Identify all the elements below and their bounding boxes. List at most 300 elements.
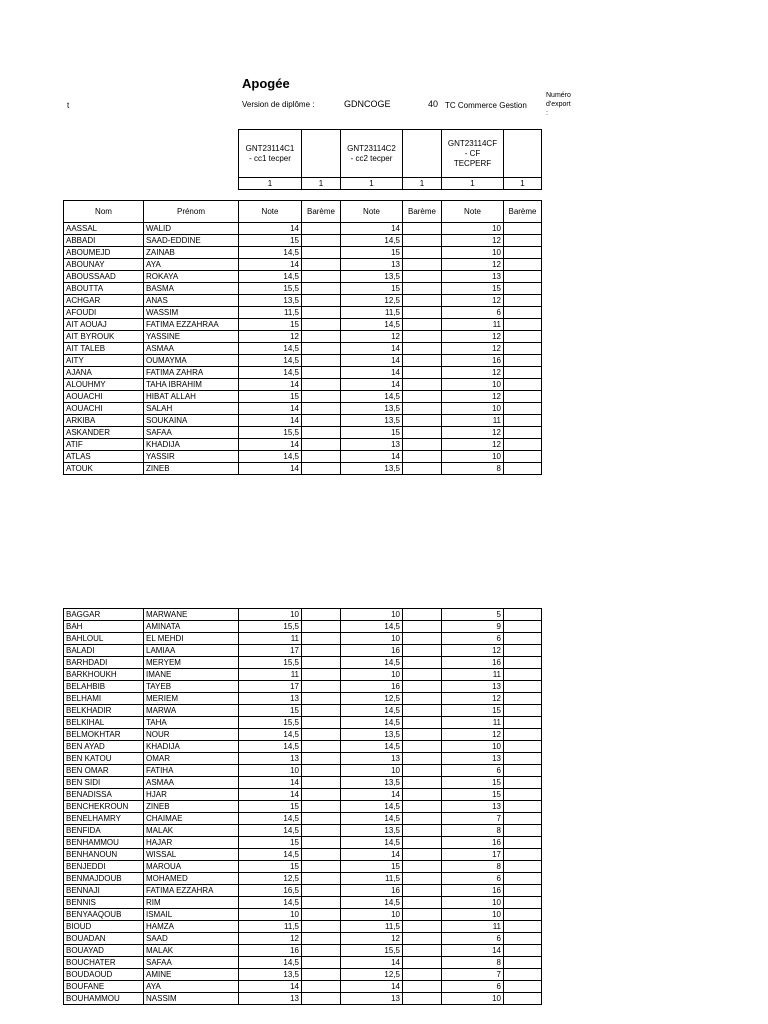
note-cc1-cell: 15,5: [239, 283, 302, 295]
first-name-cell: ISMAIL: [144, 909, 239, 921]
bareme-cf-cell: [504, 789, 542, 801]
note-cc2-cell: 10: [341, 909, 403, 921]
diploma-code: GDNCOGE: [344, 99, 391, 109]
note-cc1-cell: 14,5: [239, 729, 302, 741]
bareme-cf-cell: [504, 633, 542, 645]
bareme-cc1-cell: [302, 849, 341, 861]
note-cf-cell: 5: [442, 609, 504, 621]
bareme-cf-cell: [504, 969, 542, 981]
table-row: [64, 657, 542, 669]
bareme-cc2-cell: [403, 801, 442, 813]
last-name-cell: ATIF: [64, 439, 144, 451]
note-cf-cell: 13: [442, 753, 504, 765]
last-name-cell: ABOUSSAAD: [64, 271, 144, 283]
table-row: [64, 295, 542, 307]
bareme-cc1-cell: [302, 777, 341, 789]
table-row: [64, 753, 542, 765]
last-name-cell: ASKANDER: [64, 427, 144, 439]
note-cc2-cell: 14,5: [341, 837, 403, 849]
note-cc2-cell: 13,5: [341, 825, 403, 837]
table-row: [64, 681, 542, 693]
bareme-cf-cell: [504, 439, 542, 451]
first-name-cell: WALID: [144, 223, 239, 235]
note-cc1-cell: 14,5: [239, 813, 302, 825]
note-cc2-cell: 10: [341, 765, 403, 777]
bareme-cc1-cell: [302, 897, 341, 909]
table-row: [64, 885, 542, 897]
first-name-cell: TAHA: [144, 717, 239, 729]
bareme-cc2-cell: [403, 969, 442, 981]
bareme-cc1-cell: [302, 909, 341, 921]
note-cc2-cell: 14: [341, 849, 403, 861]
first-name-cell: MALAK: [144, 825, 239, 837]
note-cf-cell: 13: [442, 801, 504, 813]
note-cc2-cell: 14,5: [341, 391, 403, 403]
bareme-cf-cell: [504, 259, 542, 271]
table-row: [64, 439, 542, 451]
note-cf-cell: 10: [442, 741, 504, 753]
note-cc2-cell: 12: [341, 933, 403, 945]
table-row: [64, 307, 542, 319]
note-cf-cell: 12: [442, 693, 504, 705]
first-name-cell: OMAR: [144, 753, 239, 765]
note-cc1-cell: 15,5: [239, 427, 302, 439]
bareme-cc2-cell: [403, 765, 442, 777]
table-row: [64, 669, 542, 681]
bareme-cc1-cell: [302, 981, 341, 993]
col-bareme-cc2: Barème: [403, 201, 442, 223]
col-bareme-cc1: Barème: [302, 201, 341, 223]
bareme-cc2-cell: [403, 657, 442, 669]
first-name-cell: ANAS: [144, 295, 239, 307]
coefficient: 1: [504, 178, 542, 190]
note-cc2-cell: 12,5: [341, 693, 403, 705]
bareme-cc2-cell: [403, 693, 442, 705]
first-name-cell: SOUKAINA: [144, 415, 239, 427]
note-cc2-cell: 14: [341, 957, 403, 969]
note-cf-cell: 12: [442, 343, 504, 355]
last-name-cell: AIT AOUAJ: [64, 319, 144, 331]
bareme-cc1-cell: [302, 741, 341, 753]
table-row: [64, 403, 542, 415]
bareme-cc2-cell: [403, 777, 442, 789]
last-name-cell: ABBADI: [64, 235, 144, 247]
bareme-cc2-cell: [403, 247, 442, 259]
table-row: [64, 451, 542, 463]
bareme-cc1-cell: [302, 837, 341, 849]
bareme-cc2-cell: [403, 379, 442, 391]
bareme-cc1-cell: [302, 729, 341, 741]
bareme-cc2-cell: [403, 391, 442, 403]
last-name-cell: BAHLOUL: [64, 633, 144, 645]
bareme-cc2-cell: [403, 319, 442, 331]
column-header-row: [64, 201, 542, 223]
module-cf-bareme-cell: [504, 130, 542, 178]
table-row: [64, 223, 542, 235]
note-cc2-cell: 13,5: [341, 729, 403, 741]
bareme-cc2-cell: [403, 981, 442, 993]
bareme-cf-cell: [504, 825, 542, 837]
bareme-cc2-cell: [403, 729, 442, 741]
note-cc2-cell: 10: [341, 609, 403, 621]
note-cf-cell: 12: [442, 645, 504, 657]
note-cc1-cell: 14,5: [239, 849, 302, 861]
last-name-cell: ABOUMEJD: [64, 247, 144, 259]
note-cf-cell: 12: [442, 439, 504, 451]
document-title: Apogée: [242, 76, 290, 91]
bareme-cc1-cell: [302, 957, 341, 969]
note-cc2-cell: 13,5: [341, 271, 403, 283]
note-cc2-cell: 13,5: [341, 463, 403, 475]
bareme-cc2-cell: [403, 837, 442, 849]
note-cf-cell: 12: [442, 259, 504, 271]
note-cf-cell: 13: [442, 271, 504, 283]
note-cf-cell: 12: [442, 427, 504, 439]
note-cf-cell: 7: [442, 969, 504, 981]
bareme-cf-cell: [504, 705, 542, 717]
note-cf-cell: 16: [442, 355, 504, 367]
note-cc2-cell: 14: [341, 343, 403, 355]
col-prenom: Prénom: [144, 201, 239, 223]
bareme-cf-cell: [504, 861, 542, 873]
bareme-cf-cell: [504, 933, 542, 945]
bareme-cc1-cell: [302, 451, 341, 463]
bareme-cc1-cell: [302, 259, 341, 271]
first-name-cell: LAMIAA: [144, 645, 239, 657]
note-cc1-cell: 11,5: [239, 307, 302, 319]
note-cf-cell: 6: [442, 765, 504, 777]
table-row: [64, 909, 542, 921]
note-cc2-cell: 12,5: [341, 295, 403, 307]
bareme-cc2-cell: [403, 439, 442, 451]
note-cc1-cell: 12,5: [239, 873, 302, 885]
note-cc2-cell: 13,5: [341, 403, 403, 415]
note-cc2-cell: 15: [341, 427, 403, 439]
note-cc2-cell: 10: [341, 633, 403, 645]
note-cc2-cell: 12: [341, 331, 403, 343]
note-cc1-cell: 14,5: [239, 825, 302, 837]
note-cf-cell: 6: [442, 933, 504, 945]
table-row: [64, 801, 542, 813]
note-cc1-cell: 13: [239, 753, 302, 765]
note-cc1-cell: 14: [239, 777, 302, 789]
note-cf-cell: 16: [442, 837, 504, 849]
note-cf-cell: 17: [442, 849, 504, 861]
table-row: [64, 463, 542, 475]
table-row: [64, 343, 542, 355]
first-name-cell: MERIEM: [144, 693, 239, 705]
bareme-cc2-cell: [403, 235, 442, 247]
version-label: Version de diplôme :: [242, 100, 315, 109]
note-cc2-cell: 13,5: [341, 777, 403, 789]
first-name-cell: HAMZA: [144, 921, 239, 933]
note-cf-cell: 9: [442, 621, 504, 633]
note-cc1-cell: 14: [239, 439, 302, 451]
note-cc2-cell: 13: [341, 753, 403, 765]
note-cc2-cell: 12,5: [341, 969, 403, 981]
last-name-cell: BENELHAMRY: [64, 813, 144, 825]
first-name-cell: MAROUA: [144, 861, 239, 873]
bareme-cf-cell: [504, 897, 542, 909]
col-note-cc2: Note: [341, 201, 403, 223]
table-row: [64, 283, 542, 295]
note-cc2-cell: 14: [341, 981, 403, 993]
bareme-cf-cell: [504, 463, 542, 475]
bareme-cf-cell: [504, 657, 542, 669]
note-cc2-cell: 15,5: [341, 945, 403, 957]
note-cc1-cell: 14,5: [239, 957, 302, 969]
first-name-cell: SAFAA: [144, 957, 239, 969]
bareme-cc2-cell: [403, 283, 442, 295]
note-cf-cell: 6: [442, 873, 504, 885]
note-cc1-cell: 10: [239, 909, 302, 921]
note-cf-cell: 6: [442, 307, 504, 319]
last-name-cell: BEN AYAD: [64, 741, 144, 753]
bareme-cc2-cell: [403, 849, 442, 861]
note-cc1-cell: 10: [239, 609, 302, 621]
note-cf-cell: 16: [442, 885, 504, 897]
table-row: [64, 789, 542, 801]
bareme-cc2-cell: [403, 343, 442, 355]
first-name-cell: AYA: [144, 259, 239, 271]
note-cf-cell: 10: [442, 993, 504, 1005]
note-cf-cell: 8: [442, 463, 504, 475]
note-cc1-cell: 12: [239, 331, 302, 343]
bareme-cc2-cell: [403, 933, 442, 945]
last-name-cell: BENHANOUN: [64, 849, 144, 861]
note-cc1-cell: 11: [239, 633, 302, 645]
bareme-cf-cell: [504, 681, 542, 693]
last-name-cell: BOUHAMMOU: [64, 993, 144, 1005]
last-name-cell: BENJEDDI: [64, 861, 144, 873]
table-row: [64, 633, 542, 645]
table-row: [64, 355, 542, 367]
table-row: [64, 621, 542, 633]
bareme-cf-cell: [504, 343, 542, 355]
bareme-cc2-cell: [403, 259, 442, 271]
first-name-cell: SAFAA: [144, 427, 239, 439]
table-row: [64, 331, 542, 343]
first-name-cell: SALAH: [144, 403, 239, 415]
grades-table-a: [63, 200, 542, 475]
bareme-cc1-cell: [302, 463, 341, 475]
note-cc1-cell: 14: [239, 415, 302, 427]
bareme-cf-cell: [504, 801, 542, 813]
bareme-cf-cell: [504, 235, 542, 247]
bareme-cf-cell: [504, 837, 542, 849]
note-cc2-cell: 11,5: [341, 921, 403, 933]
table-row: [64, 741, 542, 753]
bareme-cc1-cell: [302, 933, 341, 945]
last-name-cell: BENCHEKROUN: [64, 801, 144, 813]
note-cc1-cell: 14,5: [239, 367, 302, 379]
note-cf-cell: 16: [442, 657, 504, 669]
bareme-cc1-cell: [302, 669, 341, 681]
bareme-cf-cell: [504, 645, 542, 657]
bareme-cf-cell: [504, 777, 542, 789]
first-name-cell: HJAR: [144, 789, 239, 801]
note-cc2-cell: 14: [341, 367, 403, 379]
table-row: [64, 391, 542, 403]
bareme-cf-cell: [504, 427, 542, 439]
bareme-cc1-cell: [302, 921, 341, 933]
first-name-cell: MARWANE: [144, 609, 239, 621]
table-row: [64, 367, 542, 379]
bareme-cf-cell: [504, 945, 542, 957]
note-cc1-cell: 13,5: [239, 969, 302, 981]
first-name-cell: ROKAYA: [144, 271, 239, 283]
bareme-cf-cell: [504, 981, 542, 993]
table-row: [64, 813, 542, 825]
first-name-cell: ZAINAB: [144, 247, 239, 259]
bareme-cc1-cell: [302, 343, 341, 355]
bareme-cf-cell: [504, 271, 542, 283]
bareme-cc2-cell: [403, 825, 442, 837]
note-cf-cell: 11: [442, 319, 504, 331]
note-cc2-cell: 14: [341, 789, 403, 801]
first-name-cell: AYA: [144, 981, 239, 993]
bareme-cc1-cell: [302, 633, 341, 645]
bareme-cc1-cell: [302, 621, 341, 633]
bareme-cc1-cell: [302, 789, 341, 801]
bareme-cc1-cell: [302, 355, 341, 367]
bareme-cc1-cell: [302, 717, 341, 729]
note-cc2-cell: 15: [341, 283, 403, 295]
bareme-cf-cell: [504, 403, 542, 415]
bareme-cc2-cell: [403, 295, 442, 307]
note-cf-cell: 10: [442, 909, 504, 921]
table-row: [64, 873, 542, 885]
bareme-cc2-cell: [403, 427, 442, 439]
col-note-cf: Note: [442, 201, 504, 223]
last-name-cell: AFOUDI: [64, 307, 144, 319]
last-name-cell: BENHAMMOU: [64, 837, 144, 849]
last-name-cell: AASSAL: [64, 223, 144, 235]
note-cc2-cell: 14,5: [341, 813, 403, 825]
bareme-cc2-cell: [403, 307, 442, 319]
note-cc2-cell: 14: [341, 355, 403, 367]
first-name-cell: MOHAMED: [144, 873, 239, 885]
first-name-cell: BASMA: [144, 283, 239, 295]
module-cf: GNT23114CF - CF TECPERF: [442, 130, 504, 178]
note-cc1-cell: 14: [239, 403, 302, 415]
bareme-cc2-cell: [403, 705, 442, 717]
note-cc2-cell: 13: [341, 993, 403, 1005]
first-name-cell: RIM: [144, 897, 239, 909]
last-name-cell: ACHGAR: [64, 295, 144, 307]
diploma-number: 40: [428, 99, 439, 109]
bareme-cc2-cell: [403, 331, 442, 343]
bareme-cc1-cell: [302, 801, 341, 813]
grades-body-a: [64, 201, 542, 475]
bareme-cc2-cell: [403, 367, 442, 379]
bareme-cc2-cell: [403, 463, 442, 475]
bareme-cf-cell: [504, 957, 542, 969]
bareme-cf-cell: [504, 223, 542, 235]
bareme-cc2-cell: [403, 741, 442, 753]
bareme-cf-cell: [504, 295, 542, 307]
table-row: [64, 825, 542, 837]
bareme-cc1-cell: [302, 439, 341, 451]
first-name-cell: SAAD-EDDINE: [144, 235, 239, 247]
first-name-cell: WASSIM: [144, 307, 239, 319]
note-cc2-cell: 10: [341, 669, 403, 681]
bareme-cc1-cell: [302, 319, 341, 331]
bareme-cc2-cell: [403, 633, 442, 645]
last-name-cell: BOUCHATER: [64, 957, 144, 969]
note-cc1-cell: 16: [239, 945, 302, 957]
table-row: [64, 717, 542, 729]
table-row: [64, 427, 542, 439]
note-cf-cell: 10: [442, 451, 504, 463]
note-cc2-cell: 14: [341, 451, 403, 463]
diploma-name: TC Commerce Gestion: [445, 101, 527, 110]
note-cc1-cell: 14: [239, 379, 302, 391]
first-name-cell: CHAIMAE: [144, 813, 239, 825]
bareme-cc2-cell: [403, 717, 442, 729]
table-row: [64, 945, 542, 957]
table-row: [64, 921, 542, 933]
bareme-cc2-cell: [403, 789, 442, 801]
last-name-cell: BOUADAN: [64, 933, 144, 945]
note-cc1-cell: 15: [239, 861, 302, 873]
bareme-cc1-cell: [302, 247, 341, 259]
first-name-cell: TAYEB: [144, 681, 239, 693]
bareme-cf-cell: [504, 741, 542, 753]
note-cc1-cell: 16,5: [239, 885, 302, 897]
first-name-cell: KHADIJA: [144, 741, 239, 753]
note-cc1-cell: 14: [239, 463, 302, 475]
table-row: [64, 609, 542, 621]
note-cc2-cell: 14,5: [341, 717, 403, 729]
col-note-cc1: Note: [239, 201, 302, 223]
note-cf-cell: 11: [442, 921, 504, 933]
note-cf-cell: 12: [442, 331, 504, 343]
note-cf-cell: 12: [442, 391, 504, 403]
note-cf-cell: 10: [442, 403, 504, 415]
bareme-cc2-cell: [403, 223, 442, 235]
table-row: [64, 705, 542, 717]
bareme-cc2-cell: [403, 909, 442, 921]
note-cf-cell: 11: [442, 717, 504, 729]
first-name-cell: HAJAR: [144, 837, 239, 849]
note-cc2-cell: 16: [341, 885, 403, 897]
note-cc2-cell: 14: [341, 223, 403, 235]
note-cf-cell: 10: [442, 897, 504, 909]
first-name-cell: FATIMA EZZAHRA: [144, 885, 239, 897]
bareme-cc1-cell: [302, 765, 341, 777]
bareme-cf-cell: [504, 717, 542, 729]
bareme-cc2-cell: [403, 669, 442, 681]
bareme-cf-cell: [504, 693, 542, 705]
note-cf-cell: 10: [442, 379, 504, 391]
table-row: [64, 897, 542, 909]
bareme-cc2-cell: [403, 415, 442, 427]
table-row: [64, 235, 542, 247]
bareme-cc2-cell: [403, 355, 442, 367]
module-cc2: GNT23114C2 - cc2 tecper: [341, 130, 403, 178]
last-name-cell: BEN KATOU: [64, 753, 144, 765]
note-cc2-cell: 14,5: [341, 319, 403, 331]
bareme-cf-cell: [504, 247, 542, 259]
bareme-cc1-cell: [302, 969, 341, 981]
bareme-cc1-cell: [302, 331, 341, 343]
bareme-cc2-cell: [403, 609, 442, 621]
bareme-cf-cell: [504, 307, 542, 319]
table-row: [64, 259, 542, 271]
last-name-cell: BEN OMAR: [64, 765, 144, 777]
first-name-cell: SAAD: [144, 933, 239, 945]
